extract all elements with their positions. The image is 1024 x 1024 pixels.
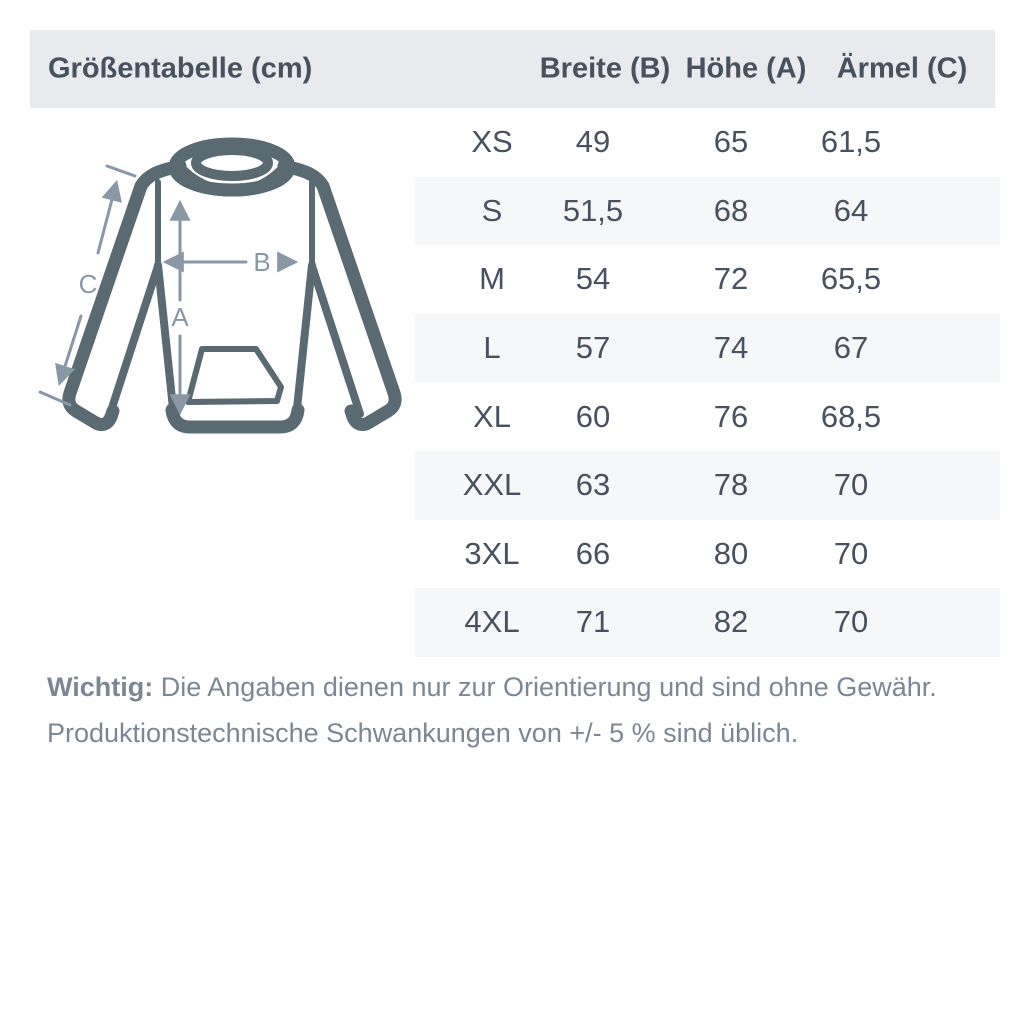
body-hem [172, 410, 298, 427]
hoehe-value: 72 [713, 261, 749, 297]
column-header-aermel: Ärmel (C) [836, 52, 968, 85]
label-b: B [253, 247, 271, 277]
table-row [415, 108, 1000, 177]
breite-value: 63 [575, 467, 611, 503]
disclaimer-line1 [47, 672, 937, 702]
breite-value: 60 [575, 398, 611, 434]
breite-value: 51,5 [562, 192, 624, 228]
size-label: 4XL [464, 604, 520, 640]
hoehe-value: 82 [713, 604, 749, 640]
aermel-value: 65,5 [820, 261, 882, 297]
table-row [415, 451, 1000, 520]
column-header-hoehe: Höhe (A) [685, 52, 807, 85]
size-label: XXL [462, 467, 522, 503]
size-label: L [483, 330, 501, 366]
body-right-seam [296, 265, 312, 418]
table-row [415, 177, 1000, 246]
hoehe-value: 68 [713, 192, 749, 228]
table-header-band [30, 30, 995, 108]
size-label: S [481, 192, 503, 228]
breite-value: 71 [575, 604, 611, 640]
table-row [415, 382, 1000, 451]
breite-value: 54 [575, 261, 611, 297]
label-a: A [171, 302, 189, 332]
hoodie-measurement-diagram [30, 120, 420, 450]
aermel-value: 61,5 [820, 124, 882, 160]
aermel-value: 70 [833, 535, 869, 571]
hood-inner [196, 150, 268, 176]
aermel-value: 70 [833, 467, 869, 503]
disclaimer-note [47, 664, 977, 756]
hoehe-value: 78 [713, 467, 749, 503]
column-header-breite: Breite (B) [539, 52, 671, 85]
table-row [415, 314, 1000, 383]
hoehe-value: 80 [713, 535, 749, 571]
aermel-value: 70 [833, 604, 869, 640]
disclaimer-label: Wichtig: [47, 672, 154, 702]
size-chart-table [415, 108, 1000, 657]
size-label: XL [473, 398, 511, 434]
hoehe-value: 74 [713, 330, 749, 366]
hoodie-illustration [30, 120, 420, 450]
table-row [415, 588, 1000, 657]
body-left-seam [158, 265, 174, 418]
size-label: XS [471, 124, 513, 160]
table-row [415, 245, 1000, 314]
disclaimer-text1: Die Angaben dienen nur zur Orientierung und sind ohne Gewähr. [160, 672, 937, 702]
disclaimer-text2: Produktionstechnische Schwankungen von +/- 5 % sind üblich. [47, 718, 799, 748]
hoehe-value: 76 [713, 398, 749, 434]
aermel-value: 68,5 [820, 398, 882, 434]
breite-value: 49 [575, 124, 611, 160]
aermel-value: 64 [833, 192, 869, 228]
arrow-c-upper [98, 184, 116, 253]
hoehe-value: 65 [713, 124, 749, 160]
page-title: Größentabelle (cm) [48, 52, 313, 85]
table-row [415, 520, 1000, 589]
breite-value: 66 [575, 535, 611, 571]
pocket [188, 349, 281, 402]
label-c: C [78, 269, 98, 299]
size-label: M [479, 261, 505, 297]
left-sleeve-seam [110, 266, 158, 414]
aermel-value: 67 [833, 330, 869, 366]
breite-value: 57 [575, 330, 611, 366]
size-label: 3XL [464, 535, 520, 571]
arrow-c-top-tick [107, 166, 135, 176]
